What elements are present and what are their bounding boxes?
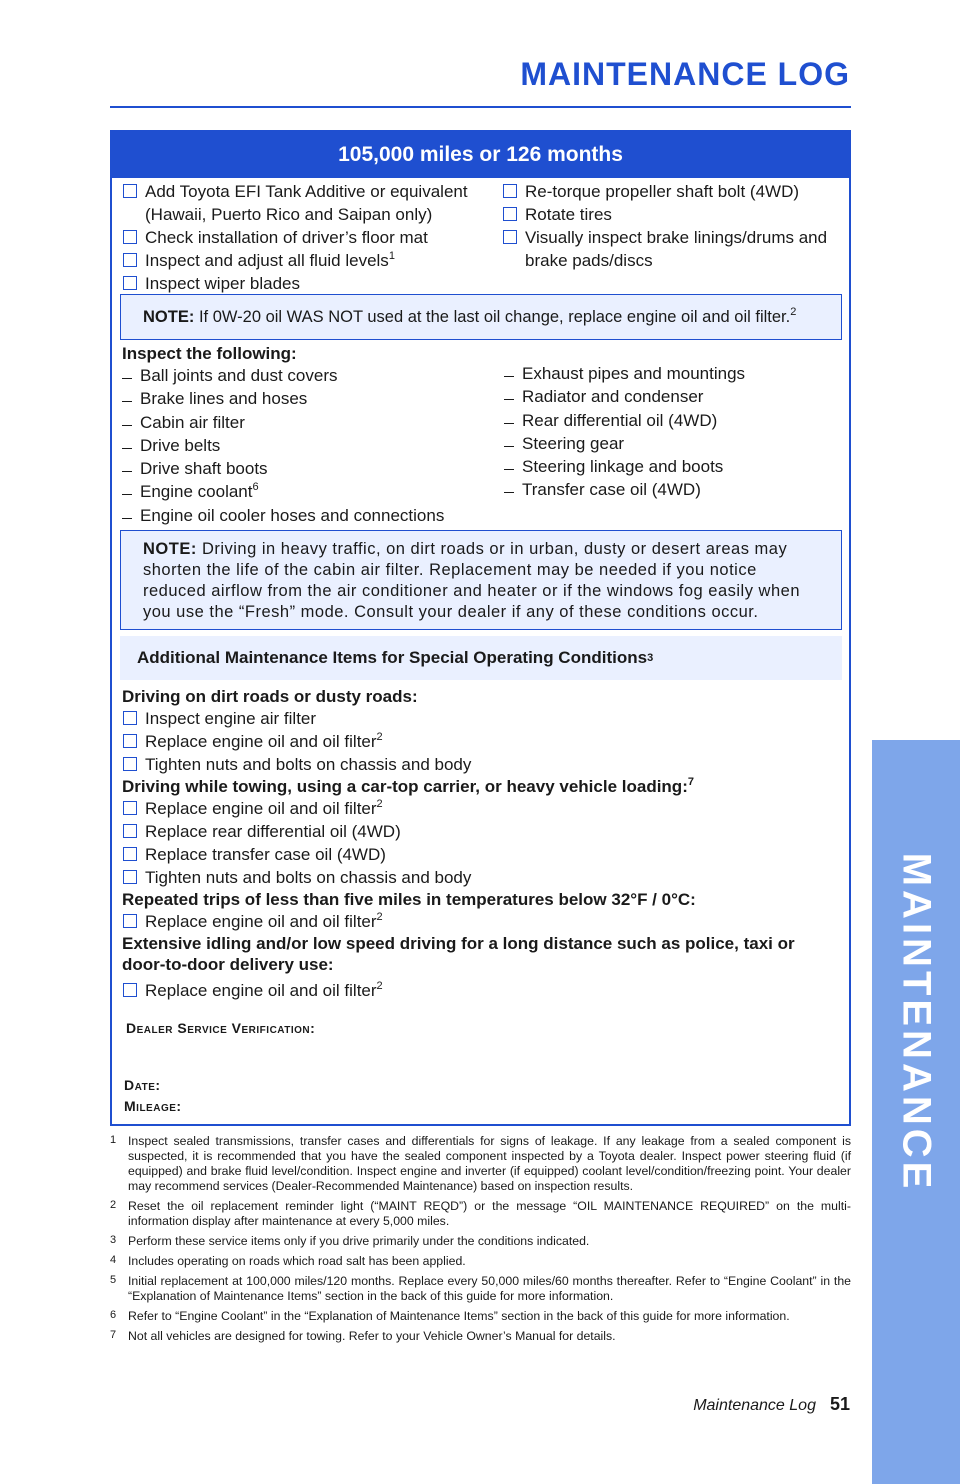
item-label: Replace engine oil and oil filter <box>145 732 377 751</box>
checklist-item <box>122 707 842 730</box>
condition-heading-text: Driving on dirt roads or dusty roads: <box>122 687 418 706</box>
checkbox-icon[interactable] <box>123 757 137 771</box>
checklist-item-text <box>145 249 482 272</box>
note-label: NOTE: <box>143 307 195 326</box>
checklist-item <box>122 730 842 753</box>
blank-line[interactable] <box>122 387 132 402</box>
item-label: Inspect and adjust all fluid levels <box>145 251 389 270</box>
footnote-text: Perform these service items only if you drive primarily under the conditions indicated. <box>128 1234 590 1248</box>
checkbox-icon[interactable] <box>123 276 137 290</box>
inspect-item-text <box>522 362 745 385</box>
item-label: Rotate tires <box>525 205 612 224</box>
condition-items <box>122 797 842 889</box>
checklist-item-text <box>145 180 482 226</box>
inspect-item <box>504 455 842 478</box>
inspect-item-text <box>140 387 307 410</box>
checklist-item-text <box>145 226 482 249</box>
footnote-ref: 6 <box>252 481 259 494</box>
checkbox-icon[interactable] <box>123 824 137 838</box>
checklist-item-text <box>145 730 842 753</box>
item-label: Replace engine oil and oil filter <box>145 981 377 1000</box>
side-tab-text: MAINTENANCE <box>894 852 939 1193</box>
item-label: Cabin air filter <box>140 412 245 432</box>
inspect-item-text <box>522 455 723 478</box>
item-label: Ball joints and dust covers <box>140 366 338 385</box>
checklist-item <box>122 797 842 820</box>
footnote-number: 2 <box>110 1199 117 1211</box>
condition-heading-text: Repeated trips of less than five miles in temperatures below 32°F / 0°C: <box>122 890 696 909</box>
additional-title-text: Additional Maintenance Items for Special Operating Conditions <box>137 648 648 667</box>
checklist-item <box>122 979 842 1002</box>
item-label: Tighten nuts and bolts on chassis and body <box>145 868 472 887</box>
inspect-title: Inspect the following: <box>122 344 297 363</box>
item-label: Steering gear <box>522 433 625 453</box>
checklist-item <box>122 843 842 866</box>
note2-label: NOTE: <box>143 540 197 558</box>
footnote-number: 6 <box>110 1309 117 1321</box>
item-label: Add Toyota EFI Tank Additive or equivalent (Hawaii, Puerto Rico and Saipan only) <box>145 182 468 224</box>
checklist-item <box>502 180 842 203</box>
item-label: Exhaust pipes and mountings <box>522 364 746 383</box>
note-sup: 2 <box>790 305 797 318</box>
page-footer <box>693 1394 850 1415</box>
blank-line[interactable] <box>504 478 514 493</box>
footnote-ref: 2 <box>376 731 383 743</box>
blank-line[interactable] <box>504 409 514 424</box>
checklist-item <box>122 226 482 249</box>
blank-line[interactable] <box>504 455 514 470</box>
checklist-item <box>122 820 842 843</box>
footnote-number: 4 <box>110 1254 117 1266</box>
checklist-item-text <box>145 843 842 866</box>
footnote-text: Initial replacement at 100,000 miles/120 months. Replace every 50,000 miles/60 months thereafter. Refer to “Engine Coolant” in the “Explanation of Maintenance Items” section in the back of this guide for more information. <box>128 1274 851 1303</box>
item-label: Tighten nuts and bolts on chassis and body <box>145 755 472 774</box>
footnote-number: 7 <box>110 1329 117 1341</box>
item-label: Replace engine oil and oil filter <box>145 912 377 931</box>
footnote-text: Inspect sealed transmissions, transfer cases and differentials for signs of leakage. If any leakage from a sealed component is suspected, it is recommended that you have the sealed component inspected by a Toyota dealer. Inspect power steering fluid (if equipped) and brake fluid level/condition. Inspect engine and inverter (if equipped) coolant level/condition/freezing point. Your dealer may recommend services (Dealer-Recommended Maintenance) based on inspection results. <box>128 1134 851 1193</box>
footnote-text: Not all vehicles are designed for towing. Refer to your Vehicle Owner’s Manual for details. <box>128 1329 616 1343</box>
condition-heading-text: Extensive idling and/or low speed driving for a long distance such as police, taxi or door-to-door delivery use: <box>122 934 795 974</box>
checklist-item-text <box>145 820 842 843</box>
date-label: Date: <box>124 1077 161 1093</box>
footnote-text: Refer to “Engine Coolant” in the “Explanation of Maintenance Items” section in the back of this guide for more information. <box>128 1309 790 1323</box>
inspect-item <box>504 385 842 408</box>
inspect-item <box>504 432 842 455</box>
footnote <box>110 1254 851 1269</box>
checkbox-icon[interactable] <box>123 711 137 725</box>
inspect-item-text <box>140 411 245 434</box>
item-label: Radiator and condenser <box>522 387 704 407</box>
page-number: 51 <box>829 1394 850 1414</box>
checklist-item <box>122 180 482 226</box>
blank-line[interactable] <box>122 411 132 426</box>
inspect-item <box>504 409 842 432</box>
page-title: MAINTENANCE LOG <box>520 56 850 92</box>
item-label: Re-torque propeller shaft bolt (4WD) <box>525 182 800 201</box>
checklist-item-text <box>145 910 842 933</box>
condition-heading-text: Driving while towing, using a car-top carrier, or heavy vehicle loading: <box>122 777 688 796</box>
item-label: Rear differential oil (4WD) <box>522 410 718 430</box>
item-label: Steering linkage and boots <box>522 457 724 477</box>
blank-line[interactable] <box>122 364 132 379</box>
inspect-item-text <box>522 385 703 408</box>
additional-items-title: Additional Maintenance Items for Special Operating Conditions 3 <box>120 636 842 680</box>
checkbox-icon[interactable] <box>123 734 137 748</box>
condition-heading <box>122 776 842 797</box>
blank-line[interactable] <box>122 504 132 519</box>
checklist-left <box>122 180 482 295</box>
footnote-number: 3 <box>110 1234 117 1246</box>
checkbox-icon[interactable] <box>123 801 137 815</box>
condition-heading <box>122 933 842 975</box>
blank-line[interactable] <box>504 385 514 400</box>
inspect-item <box>122 364 482 387</box>
inspect-left <box>122 364 482 527</box>
note2-text: Driving in heavy traffic, on dirt roads or in urban, dusty or desert areas may shorten the life of the cabin air filter. Replacement may be needed if you notice reduced airflow from the air conditioner and heater or if the windows fog easily when you use the “Fresh” mode. Consult your dealer if any of these conditions occur. <box>143 540 800 621</box>
title-rule <box>110 106 851 108</box>
checklist-item-text <box>145 866 842 889</box>
checklist-item-text <box>145 707 842 730</box>
checklist-item <box>122 272 482 295</box>
footnote-text: Reset the oil replacement reminder light (“MAINT REQD”) or the message “OIL MAINTENANCE REQUIRED” on the multi-information display after maintenance at every 5,000 miles. <box>128 1199 851 1228</box>
checkbox-icon[interactable] <box>123 184 137 198</box>
checklist <box>122 180 842 295</box>
checkbox-icon[interactable] <box>123 847 137 861</box>
footer-section: Maintenance Log <box>693 1397 816 1414</box>
item-label: Replace rear differential oil (4WD) <box>145 822 401 841</box>
dealer-verification-label: Dealer Service Verification: <box>126 1020 316 1036</box>
item-label: Visually inspect brake linings/drums and brake pads/discs <box>525 228 828 270</box>
footnote-ref: 1 <box>388 250 395 262</box>
footnote-ref: 2 <box>376 798 383 810</box>
condition-items <box>122 707 842 776</box>
checkbox-icon[interactable] <box>503 207 517 221</box>
checklist-item <box>122 910 842 933</box>
condition-heading <box>122 889 842 910</box>
condition-items <box>122 979 842 1002</box>
blank-line[interactable] <box>122 457 132 472</box>
checklist-item-text <box>145 753 842 776</box>
checkbox-icon[interactable] <box>123 870 137 884</box>
inspect-item-text <box>522 432 624 455</box>
checklist-item <box>122 753 842 776</box>
inspect-item <box>122 457 482 480</box>
checkbox-icon[interactable] <box>123 230 137 244</box>
footnotes <box>110 1134 851 1349</box>
inspect-item-text <box>140 504 444 527</box>
checkbox-icon[interactable] <box>123 253 137 267</box>
special-conditions <box>122 686 842 1002</box>
footnote <box>110 1329 851 1344</box>
item-label: Replace transfer case oil (4WD) <box>145 845 386 864</box>
interval-header: 105,000 miles or 126 months <box>112 132 849 178</box>
item-label: Brake lines and hoses <box>140 389 308 409</box>
inspect-right <box>482 362 842 527</box>
footnote-number: 1 <box>110 1134 117 1146</box>
item-label: Engine coolant <box>140 482 253 502</box>
note-text: If 0W-20 oil WAS NOT used at the last oil change, replace engine oil and oil filter. <box>198 307 791 326</box>
footnote-number: 5 <box>110 1274 117 1286</box>
inspect-item <box>504 478 842 501</box>
inspect-item <box>122 480 482 503</box>
checklist-item-text <box>525 180 842 203</box>
checklist-item-text <box>145 979 842 1002</box>
item-label: Drive belts <box>140 435 221 455</box>
inspect-item <box>504 362 842 385</box>
checkbox-icon[interactable] <box>123 914 137 928</box>
blank-line[interactable] <box>504 432 514 447</box>
checkbox-icon[interactable] <box>503 184 517 198</box>
inspect-item <box>122 504 482 527</box>
inspect-item-text <box>140 480 259 503</box>
condition-heading <box>122 686 842 707</box>
inspect-list <box>122 364 842 527</box>
footnote-ref: 2 <box>376 911 383 923</box>
blank-line[interactable] <box>122 434 132 449</box>
checklist-item <box>502 226 842 272</box>
footnote <box>110 1199 851 1229</box>
footnote-ref: 7 <box>687 776 694 788</box>
inspect-item-text <box>140 364 338 387</box>
item-label: Replace engine oil and oil filter <box>145 799 377 818</box>
note-oil <box>120 294 842 340</box>
checkbox-icon[interactable] <box>503 230 517 244</box>
checklist-item <box>502 203 842 226</box>
checklist-item-text <box>525 203 842 226</box>
footnote <box>110 1309 851 1324</box>
item-label: Transfer case oil (4WD) <box>522 480 701 500</box>
blank-line[interactable] <box>504 362 514 377</box>
inspect-item-text <box>522 409 717 432</box>
checklist-item-text <box>145 272 482 295</box>
checklist-right <box>482 180 842 295</box>
checklist-item-text <box>145 797 842 820</box>
checklist-item <box>122 249 482 272</box>
side-tab <box>872 740 960 1484</box>
mileage-label: Mileage: <box>124 1098 182 1114</box>
footnote-ref: 2 <box>376 980 383 992</box>
footnote-text: Includes operating on roads which road salt has been applied. <box>128 1254 466 1268</box>
footnote <box>110 1274 851 1304</box>
item-label: Engine oil cooler hoses and connections <box>140 505 445 525</box>
checkbox-icon[interactable] <box>123 983 137 997</box>
inspect-item <box>122 411 482 434</box>
item-label: Check installation of driver’s floor mat <box>145 228 428 247</box>
footnote <box>110 1134 851 1194</box>
checklist-item <box>122 866 842 889</box>
maintenance-box <box>110 130 851 1126</box>
inspect-item-text <box>140 457 268 480</box>
checklist-item-text <box>525 226 842 272</box>
item-label: Drive shaft boots <box>140 459 268 479</box>
item-label: Inspect engine air filter <box>145 709 317 728</box>
footnote <box>110 1234 851 1249</box>
inspect-item <box>122 434 482 457</box>
condition-items <box>122 910 842 933</box>
note-cabin-filter <box>120 530 842 630</box>
inspect-item-text <box>140 434 220 457</box>
item-label: Inspect wiper blades <box>145 274 300 293</box>
inspect-item-text <box>522 478 701 501</box>
blank-line[interactable] <box>122 480 132 495</box>
inspect-item <box>122 387 482 410</box>
